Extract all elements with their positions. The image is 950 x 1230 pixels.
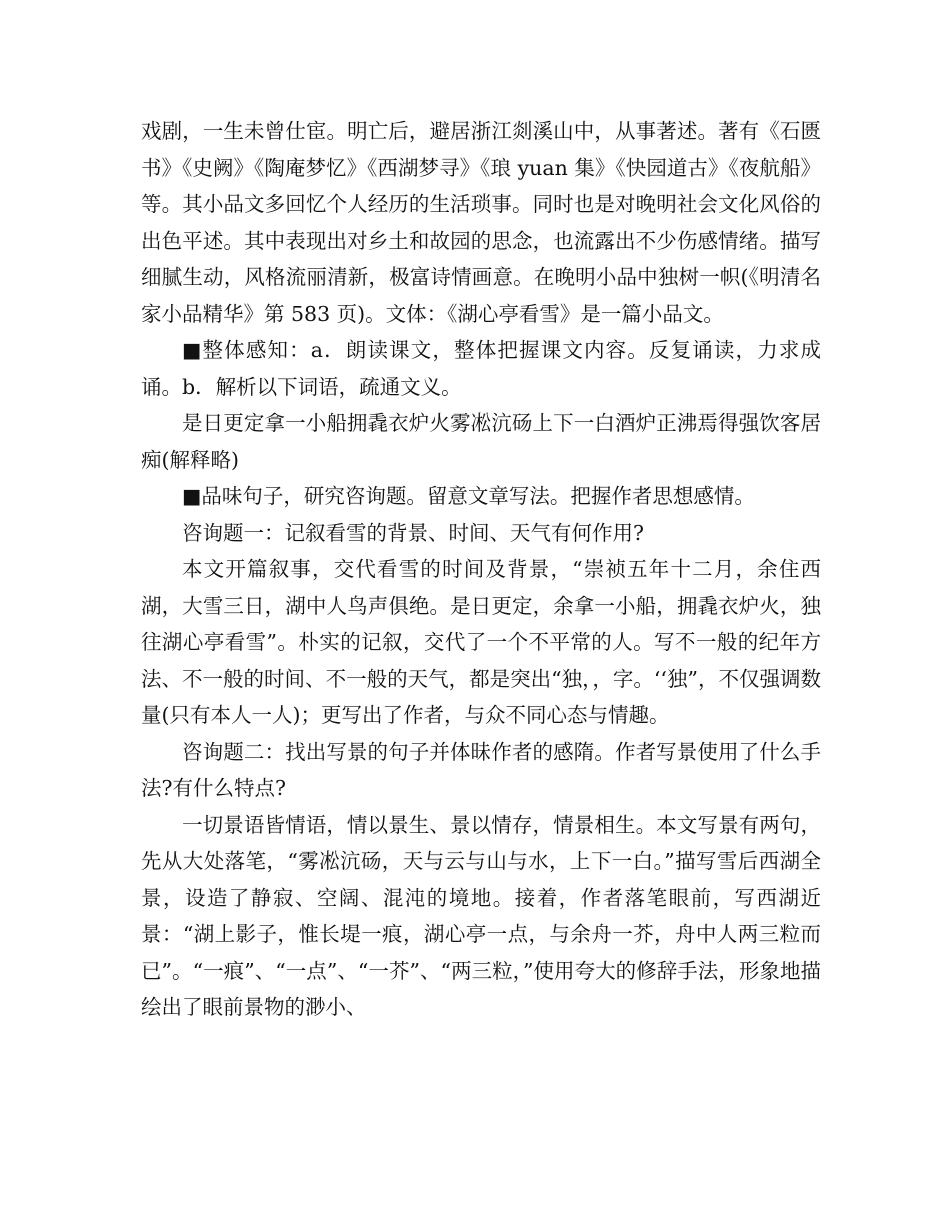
paragraph-question-one: 咨询题一：记叙看雪的背景、时间、天气有何作用?	[182, 520, 644, 545]
paragraph-intro-author: 戏剧，一生未曾仕宦。明亡后，避居浙江剡溪山中，从事著述。著有《石匮书》《史阙》《陶庵梦忆》《西湖梦寻》《琅 yuan 集》《快园道古》《夜航船》等。其小品文多回忆个人经历的生活琐事。同时也是对晚明社会文化风俗的出色平述。其中表现出对乡土和故园的思念，也流露出不少伤感情绪。描写细腻生动，风格流丽清新，极富诗情画意。在晚明小品中独树一帜(《明清名家小品精华》第 583 页)。文体：《湖心亭看雪》是一篇小品文。	[141, 119, 821, 326]
document-page	[141, 113, 821, 1026]
paragraph-sentence-study: ■品味句子，研究咨询题。留意文章写法。把握作者思想感情。	[182, 484, 755, 508]
paragraph-vocabulary: 是日更定拿一小船拥毳衣炉火雾凇沆砀上下一白酒炉正沸焉得强饮客居痴(解释略)	[141, 411, 821, 472]
paragraph-answer-two: 一切景语皆情语，情以景生、景以情存，情景相生。本文写景有两句，先从大处落笔，“雾凇沆砀，天与云与山与水，上下一白。”描写雪后西湖全景，设造了静寂、空阔、混沌的境地。接着，作者落笔眼前，写西湖近景：“湖上影子，惟长堤一痕，湖心亭一点，与余舟一芥，舟中人两三粒而已”。“一痕”、“一点”、“一芥”、“两三粒，”使用夸大的修辞手法，形象地描绘出了眼前景物的渺小、	[141, 812, 821, 1019]
paragraph-answer-one: 本文开篇叙事，交代看雪的时间及背景，“崇祯五年十二月，余住西湖，大雪三日，湖中人鸟声俱绝。是日更定，余拿一小船，拥毳衣炉火，独往湖心亭看雪”。朴实的记叙，交代了一个不平常的人。写不一般的纪年方法、不一般的时间、不一般的天气，都是突出“独，，字。‘‘独”，不仅强调数量(只有本人一人)；更写出了作者，与众不同心态与情趣。	[141, 557, 821, 727]
paragraph-overall-perception: ■整体感知：a．朗读课文，整体把握课文内容。反复诵读，力求成诵。b．解析以下词语，疏通文义。	[141, 338, 821, 399]
paragraph-question-two: 咨询题二：找出写景的句子并体昧作者的感隋。作者写景使用了什么手法?有什么特点?	[141, 739, 821, 800]
